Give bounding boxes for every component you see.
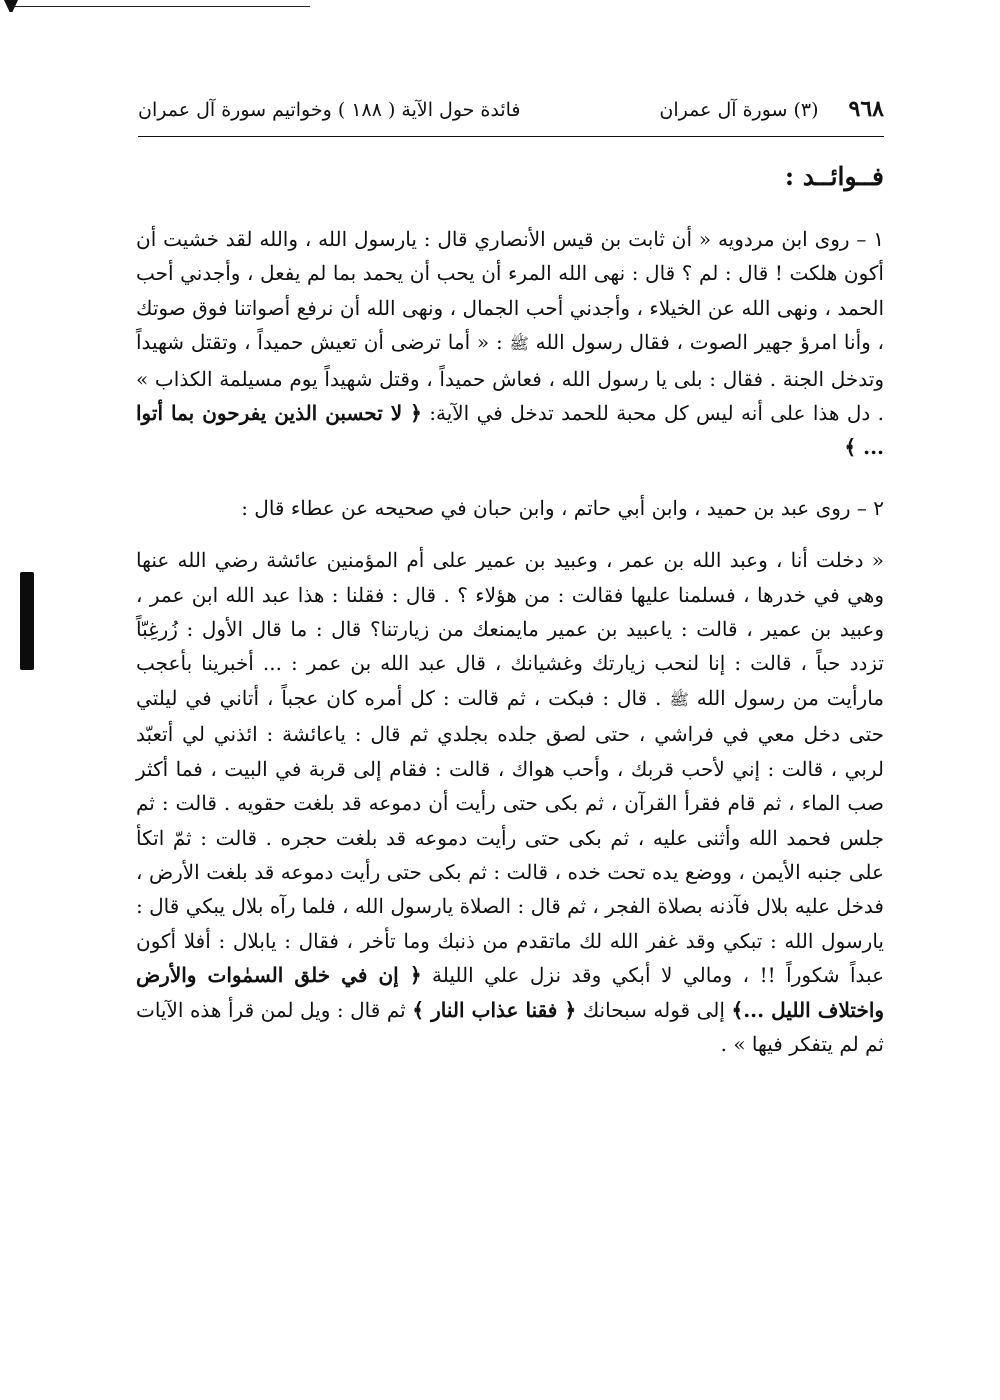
page-number: ٩٦٨ (848, 96, 884, 122)
page-body (136, 222, 884, 1061)
paragraph-1-text-a: ١ – روى ابن مردويه « أن ثابت بن قيس الأنصاري قال : يارسول الله ، والله لقد خشيت أن أكون هلكت ! قال : لم ؟ قال : نهى الله المرء أن يحب أن يحمد بما لم يفعل ، وأجدني أحب الحمد ، ونهى الله عن الخيلاء ، وأجدني أحب الجمال ، ونهى الله أن نرفع أصواتنا فوق صوتك ، وأنا امرؤ جهير الصوت ، فقال رسول الله (136, 227, 885, 355)
paragraph-3-text-c: إلى قوله سبحانك (582, 997, 725, 1022)
paragraph-3 (136, 543, 884, 1061)
section-label: فائدة حول الآية ( ١٨٨ ) وخواتيم سورة آل عمران (138, 99, 521, 121)
quran-quote: ﴿ فقنا عذاب النار ﴾ (412, 997, 577, 1022)
running-header (138, 96, 884, 136)
honorific-mark: ﷺ (669, 689, 689, 709)
paragraph-2 (136, 491, 884, 525)
honorific-mark: ﷺ (509, 334, 529, 354)
quran-quote: ﴿ إن في خلق السمٰوات والأرض واختلاف الليل ...﴾ (136, 963, 885, 1022)
section-title: فــوائــد : (784, 162, 884, 191)
header-rule (138, 136, 884, 137)
paragraph-1 (136, 222, 884, 465)
quran-quote: ﴿ لا تحسبن الذين يفرحون بما أتوا ... ﴾ (136, 401, 884, 460)
paragraph-2-text: ٢ – روى عبد بن حميد ، وابن أبي حاتم ، وابن حبان في صحيحه عن عطاء قال : (241, 495, 884, 520)
scan-margin-bar (20, 572, 34, 670)
paragraph-3-text-a: « دخلت أنا ، وعبد الله بن عمر ، وعبيد بن عمير على أم المؤمنين عائشة رضي الله عنها وهي في خدرها ، فسلمنا عليها فقالت : من هؤلاء ؟ . قال : فقلنا : هذا عبد الله ابن عمر ، وعبيد بن عمير ، قالت : ياعبيد بن عمير مايمنعك من زيارتنا؟ قال : ما قال الأول : زُرغِبّاً تزدد حباً ، قالت : إنا لنحب زيارتك وغشيانك ، قال عبد الله بن عمر : ... أخبرينا بأعجب مارأيت من رسول الله (136, 548, 885, 710)
paragraph-3-text-d: ثم قال : ويل لمن قرأ هذه الآيات ثم لم يتفكر فيها » . (136, 997, 884, 1056)
paragraph-1-text-b: : « أما ترضى أن تعيش حميداً ، وتقتل شهيداً وتدخل الجنة . فقال : بلى يا رسول الله ، فعاش حميداً ، وقتل شهيداً يوم مسيلمة الكذاب » . دل هذا على أنه ليس كل محبة للحمد تدخل في الآية: (136, 330, 884, 426)
surah-label: (٣) سورة آل عمران (659, 99, 819, 121)
paragraph-3-text-b: . قال : فبكت ، ثم قالت : كل أمره كان عجباً ، أتاني في ليلتي حتى دخل معي في فراشي ، حتى لصق جلده بجلدي ثم قال : ياعائشة : ائذني لي أتعبّد لربي ، قالت : إني لأحب قربك ، وأحب هواك ، قالت : فقام إلى قربة في البيت ، فما أكثر صب الماء ، ثم قام فقرأ القرآن ، ثم بكى حتى رأيت أن دموعه قد بلغت حقويه . قالت : ثم جلس فحمد الله وأثنى عليه ، ثم بكى حتى رأيت دموعه قد بلغت حجره . قالت : ثمّ اتكأ على جنبه الأيمن ، ووضع يده تحت خده ، قالت : ثم بكى حتى رأيت دموعه قد بلغت الأرض ، فدخل عليه بلال فآذنه بصلاة الفجر ، ثم قال : الصلاة يارسول الله ، فلما رآه بلال يبكي قال : يارسول الله : تبكي وقد غفر الله لك ماتقدم من ذنبك وما تأخر ، فقال : يابلال : أفلا أكون عبداً شكوراً !! ، ومالي لا أبكي وقد نزل علي الليلة (136, 685, 884, 988)
scan-edge-line (14, 6, 310, 7)
